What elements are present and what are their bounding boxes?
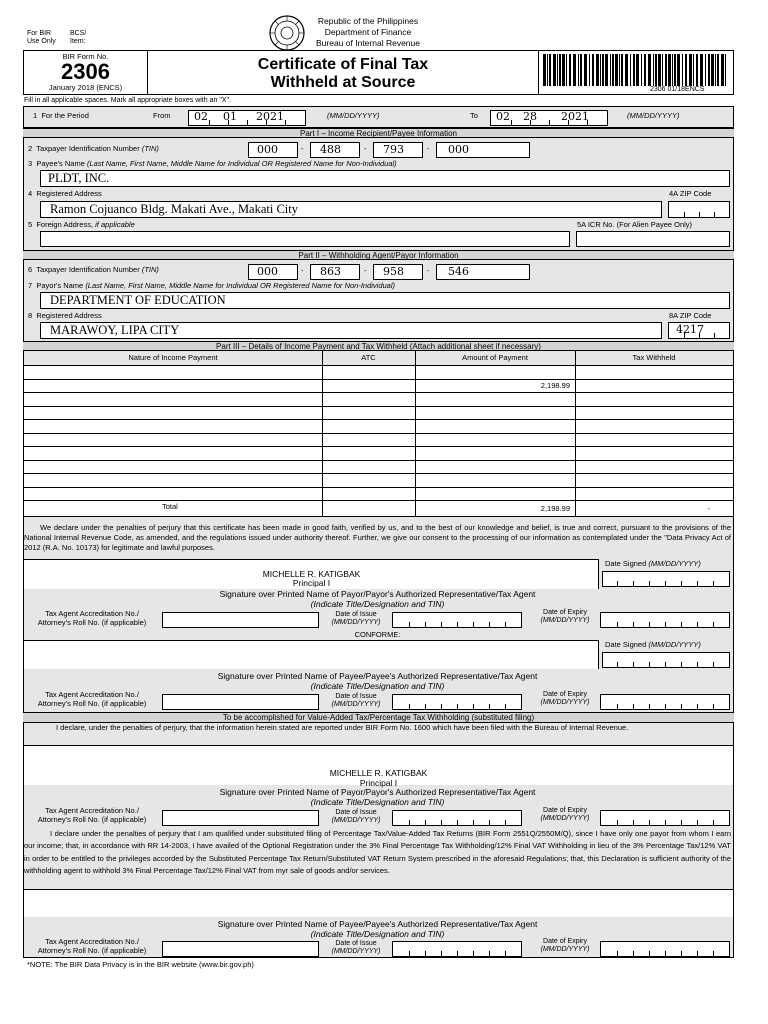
payor-name-value: DEPARTMENT OF EDUCATION — [50, 293, 226, 307]
to-date-format: (MM/DD/YYYY) — [627, 111, 680, 120]
barcode-code: 2306 01/18ENCS — [650, 86, 705, 93]
payee-address-value: Ramon Cojuanco Bldg. Makati Ave., Makati City — [50, 202, 299, 216]
footer-note: *NOTE: The BIR Data Privacy is in the BIR website (www.bir.gov.ph) — [27, 960, 254, 969]
payee-vat-date-issue-label: Date of Issue (MM/DD/YYYY) — [331, 940, 381, 955]
payor-tin-2-value: 863 — [320, 265, 341, 278]
accreditation-label-2: Tax Agent Accreditation No./ Attorney's Roll No. (if applicable) — [37, 690, 147, 708]
vat-date-issue-field[interactable] — [392, 810, 522, 826]
declaration-text: We declare under the penalties of perjury that this certificate has been made in good faith, verified by us, and to the best of our knowledge and belief, is true and correct, pursuant to the provisions of the National Internal Revenue Code, as amended, and the regulations issued under authority thereof. Further, we give our consent to the processing of our information as contemplated under the "Data Privacy Act of 2012 (R.A. No. 10173) for legitimate and lawful purposes. — [24, 523, 731, 552]
to-month: 02 — [496, 110, 510, 123]
title-line-2: Withheld at Source — [270, 74, 416, 91]
payee-name-field[interactable] — [40, 170, 730, 187]
payor-signatory-title: Principal I — [292, 578, 331, 588]
foreign-address-field[interactable] — [40, 231, 570, 247]
from-day: 01 — [223, 110, 237, 123]
payee-sig-caption: Signature over Printed Name of Payee/Payee's Authorized Representative/Tax Agent (Indicate Title/Designation and TIN) — [217, 671, 538, 691]
payee-date-expiry-field[interactable] — [600, 694, 730, 710]
vat-declaration-text: I declare, under the penalties of perjury, that the information herein stated are reported under BIR Form No. 1600 which have been filed with the Bureau of Internal Revenue. — [56, 723, 629, 732]
vat-title: To be accomplished for Value-Added Tax/Percentage Tax Withholding (substituted filing) — [23, 712, 734, 723]
payor-accreditation-field[interactable] — [162, 612, 319, 628]
title-line-1: Certificate of Final Tax — [257, 56, 429, 73]
col-amount: Amount of Payment — [462, 353, 528, 362]
payor-signatory-name: MICHELLE R. KATIGBAK — [262, 569, 361, 579]
payee-date-signed[interactable] — [602, 652, 730, 668]
col-atc: ATC — [361, 353, 376, 362]
payor-address-label: 8 Registered Address — [28, 311, 102, 320]
payee-date-signed-label: Date Signed (MM/DD/YYYY) — [605, 640, 701, 649]
payee-zip-label: 4A ZIP Code — [669, 189, 712, 198]
period-label: 1 For the Period — [33, 111, 89, 120]
payor-tin-1-value: 000 — [257, 265, 278, 278]
payee-tin-label: 2 Taxpayer Identification Number (TIN) — [28, 144, 159, 153]
part2-title: Part II – Withholding Agent/Payor Information — [23, 250, 734, 260]
accreditation-label-1: Tax Agent Accreditation No./ Attorney's Roll No. (if applicable) — [37, 609, 147, 627]
barcode-image — [543, 54, 729, 86]
total-label: Total — [162, 502, 178, 511]
vat-signatory — [24, 768, 733, 788]
bureau-text: Bureau of Internal Revenue — [316, 38, 420, 48]
payee-date-issue-field[interactable] — [392, 694, 522, 710]
payor-date-issue-field[interactable] — [392, 612, 522, 628]
accreditation-label-3: Tax Agent Accreditation No./ Attorney's Roll No. (if applicable) — [37, 806, 147, 824]
payee-address-label: 4 Registered Address — [28, 189, 102, 198]
payee-name-label: 3 Payee's Name (Last Name, First Name, Middle Name for Individual OR Registered Name for Non-Individual) — [28, 159, 397, 168]
to-label: To — [470, 111, 478, 120]
payor-zip-label: 8A ZIP Code — [669, 311, 712, 320]
icr-label: 5A ICR No. (For Alien Payee Only) — [577, 220, 693, 229]
payor-name-label: 7 Payor's Name (Last Name, First Name, Middle Name for Individual OR Registered Name for Non-Individual) — [28, 281, 396, 290]
payee-vat-accreditation-field[interactable] — [162, 941, 319, 957]
substituted-filing-text: I declare under the penalties of perjury that I am qualified under substituted filing of Percentage Tax/Value-Added Tax Returns (BIR Form 2551Q/2550M/Q), since I have only one payor from whom I earn our income; that, in accordance with RR 14-2003, I have availed of the Optional Registration under the 3% Final Percentage Tax Withholding/12% Final VAT Withholding in lieu of the 3% Percentage Tax/12% VAT in order to be entitled to the privileges accorded by the Substituted Percentage Tax Return/Substituted VAT Return System prescribed in the aforesaid Regulations; that, this Declaration is sufficient authority of the withholding agent to withhold 3% Final Percentage Tax/12% Final VAT from myr sale of goods and/or services. — [24, 829, 731, 876]
part1-title: Part I – Income Recipient/Payee Information — [23, 128, 734, 138]
payee-vat-sig-caption: Signature over Printed Name of Payee/Payee's Authorized Representative/Tax Agent (Indicate Title/Designation and TIN) — [217, 919, 538, 939]
payor-zip-value: 4217 — [676, 323, 704, 336]
to-day: 28 — [523, 110, 537, 123]
conforme-label: CONFORME: — [354, 630, 401, 639]
payee-vat-date-expiry-label: Date of Expiry (MM/DD/YYYY) — [540, 938, 590, 953]
vat-signatory-title: Principal I — [359, 778, 398, 788]
payor-tin-label: 6 Taxpayer Identification Number (TIN) — [28, 265, 159, 274]
vat-date-issue-label: Date of Issue (MM/DD/YYYY) — [331, 809, 381, 824]
payee-tin-4-value: 000 — [448, 143, 469, 156]
form-title — [148, 56, 538, 92]
payor-address-value: MARAWOY, LIPA CITY — [50, 323, 180, 337]
for-bir-use-label: For BIR Use Only — [27, 30, 56, 45]
from-date-format: (MM/DD/YYYY) — [327, 111, 380, 120]
form-date: January 2018 (ENCS) — [48, 83, 123, 92]
date-signed-label: Date Signed (MM/DD/YYYY) — [605, 559, 701, 568]
payee-name-value: PLDT, INC. — [48, 171, 110, 185]
payor-date-signed[interactable] — [602, 571, 730, 587]
payor-tin-3-value: 958 — [383, 265, 404, 278]
payee-tin-3-value: 793 — [383, 143, 404, 156]
payee-date-issue-label: Date of Issue (MM/DD/YYYY) — [331, 693, 381, 708]
payee-vat-signature-area[interactable] — [24, 889, 733, 917]
col-nature: Nature of Income Payment — [128, 353, 218, 362]
payor-date-expiry-field[interactable] — [600, 612, 730, 628]
payor-tin-4-value: 546 — [448, 265, 469, 278]
instructions-text: Fill in all applicable spaces. Mark all appropriate boxes with an "X". — [24, 97, 231, 104]
bcs-item-label: BCS/ Item: — [70, 30, 87, 45]
payor-sig-caption: Signature over Printed Name of Payor/Payor's Authorized Representative/Tax Agent (Indicate Title/Designation and TIN) — [219, 589, 536, 609]
from-year: 2021 — [256, 110, 284, 123]
from-month: 02 — [194, 110, 208, 123]
payor-signatory — [24, 570, 599, 588]
total-amount: 2,198.99 — [540, 504, 570, 513]
bir-seal-icon — [268, 14, 306, 52]
vat-signatory-name: MICHELLE R. KATIGBAK — [329, 768, 428, 778]
payee-zip-field[interactable] — [668, 201, 730, 218]
payor-date-expiry-label: Date of Expiry (MM/DD/YYYY) — [540, 609, 590, 624]
payor-date-issue-label: Date of Issue (MM/DD/YYYY) — [331, 611, 381, 626]
part3-title: Part III – Details of Income Payment and Tax Withheld (Attach additional sheet if necessary) — [23, 341, 734, 351]
vat-date-expiry-label: Date of Expiry (MM/DD/YYYY) — [540, 807, 590, 822]
payee-vat-date-issue-field[interactable] — [392, 941, 522, 957]
agency-header — [306, 16, 430, 49]
payee-signature-area[interactable] — [24, 640, 599, 669]
foreign-address-label: 5 Foreign Address, if applicable — [28, 220, 135, 229]
total-tax: - — [707, 504, 710, 513]
payee-date-expiry-label: Date of Expiry (MM/DD/YYYY) — [540, 691, 590, 706]
department-text: Department of Finance — [324, 27, 412, 37]
icr-field[interactable] — [576, 231, 730, 247]
payee-accreditation-field[interactable] — [162, 694, 319, 710]
vat-sig-caption: Signature over Printed Name of Payor/Payor's Authorized Representative/Tax Agent (Indicate Title/Designation and TIN) — [219, 787, 536, 807]
vat-accreditation-field[interactable] — [162, 810, 319, 826]
col-tax-withheld: Tax Withheld — [632, 353, 676, 362]
form-number: 2306 — [61, 59, 110, 84]
accreditation-label-4: Tax Agent Accreditation No./ Attorney's Roll No. (if applicable) — [37, 937, 147, 955]
table-cell[interactable]: 2,198.99 — [540, 381, 570, 390]
from-label: From — [153, 111, 171, 120]
republic-text: Republic of the Philippines — [317, 16, 419, 26]
vat-date-expiry-field[interactable] — [600, 810, 730, 826]
form-no-label: BIR Form No. — [62, 52, 109, 61]
payee-tin-2-value: 488 — [320, 143, 341, 156]
to-year: 2021 — [561, 110, 589, 123]
payee-tin-1-value: 000 — [257, 143, 278, 156]
payee-vat-date-expiry-field[interactable] — [600, 941, 730, 957]
